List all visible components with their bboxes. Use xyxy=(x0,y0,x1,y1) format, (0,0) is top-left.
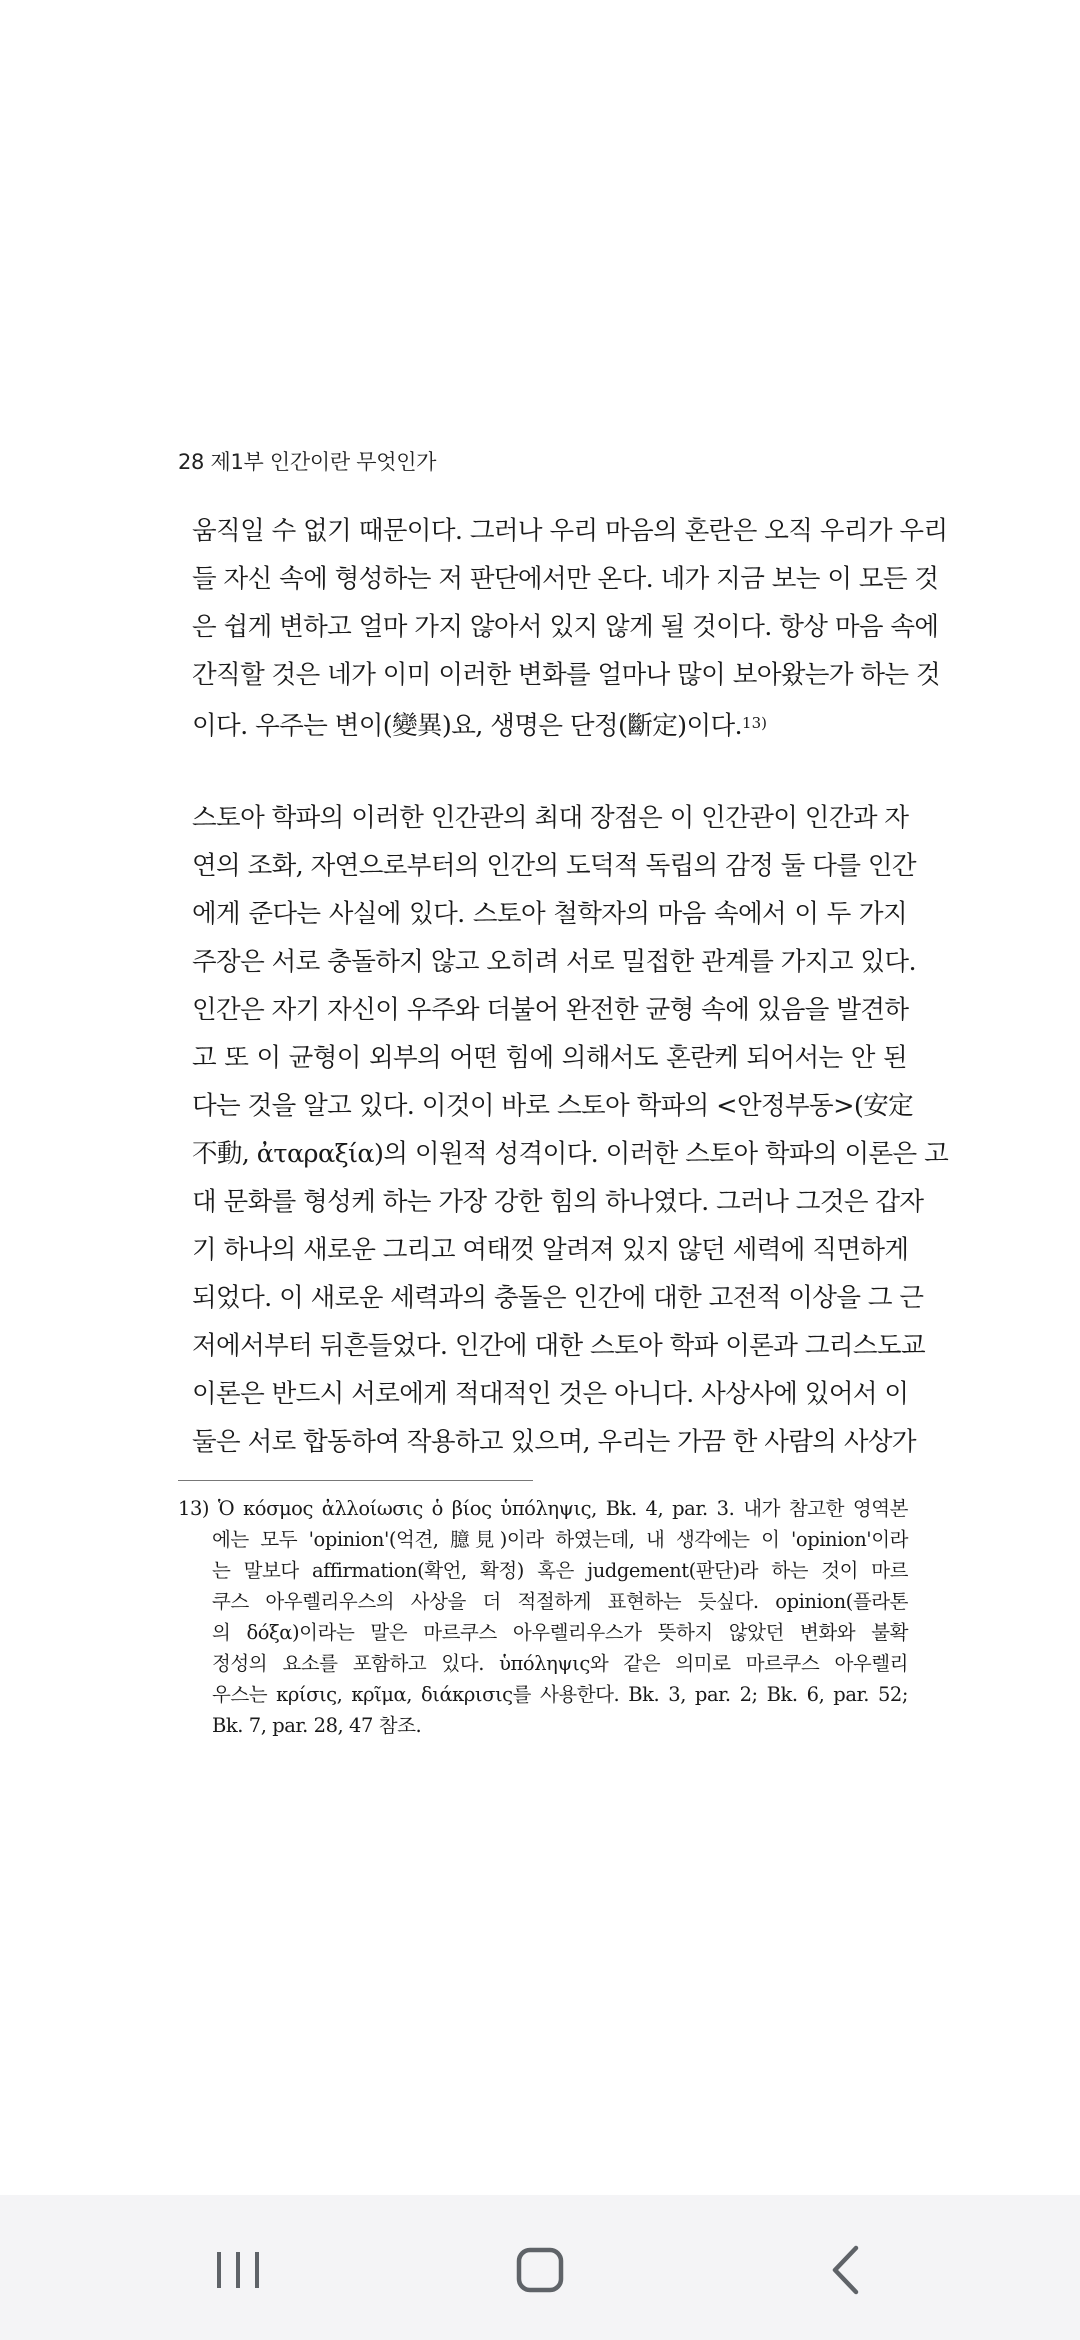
paragraph-line: 둘은 서로 합동하여 작용하고 있으며, 우리는 가끔 한 사람의 사상가 xyxy=(192,1427,916,1457)
recents-button[interactable] xyxy=(198,2235,278,2305)
back-icon xyxy=(805,2235,885,2305)
paragraph-line: 스토아 학파의 이러한 인간관의 최대 장점은 이 인간관이 인간과 자 xyxy=(192,803,909,833)
footnote-line: 우스는 κρίσις, κρῖμα, διάκρισις를 사용한다. Bk. 3, par. 2; Bk. 6, par. 52; xyxy=(212,1683,908,1706)
paragraph-line: 不動, ἀταραξία)의 이원적 성격이다. 이러한 스토아 학파의 이론은 고 xyxy=(192,1139,949,1169)
footnote-13 xyxy=(178,1493,908,1741)
footnote-line: 에는 모두 'opinion'(억견, 臆見)이라 하였는데, 내 생각에는 이 'opinion'이라 xyxy=(212,1528,908,1551)
quote-line: 간직할 것은 네가 이미 이러한 변화를 얼마나 많이 보아왔는가 하는 것 xyxy=(192,660,940,690)
footnote-line: Bk. 7, par. 28, 47 참조. xyxy=(212,1714,422,1737)
footnote-reference[interactable]: 13) xyxy=(742,714,767,732)
paragraph-line: 연의 조화, 자연으로부터의 인간의 도덕적 독립의 감정 둘 다를 인간 xyxy=(192,851,916,881)
footnote-line: 는 말보다 affirmation(확언, 확정) 혹은 judgement(판단)라 하는 것이 마르 xyxy=(212,1559,908,1582)
quote-line-last xyxy=(192,699,907,747)
running-head: 28 제1부 인간이란 무엇인가 xyxy=(178,450,437,474)
footnote-divider xyxy=(178,1480,533,1481)
paragraph-line: 기 하나의 새로운 그리고 여태껏 알려져 있지 않던 세력에 직면하게 xyxy=(192,1235,909,1265)
footnote-line: 정성의 요소를 포함하고 있다. ὑπόληψις와 같은 의미로 마르쿠스 아우렐리 xyxy=(212,1652,908,1675)
paragraph-line: 이론은 반드시 서로에게 적대적인 것은 아니다. 사상사에 있어서 이 xyxy=(192,1379,909,1409)
quote-line: 은 쉽게 변하고 얼마 가지 않아서 있지 않게 될 것이다. 항상 마음 속에 xyxy=(192,612,939,642)
body-paragraph xyxy=(192,794,949,1466)
footnote-line: 쿠스 아우렐리우스의 사상을 더 적절하게 표현하는 듯싶다. opinion(플라톤 xyxy=(212,1590,908,1613)
paragraph-line: 대 문화를 형성케 하는 가장 강한 힘의 하나였다. 그러나 그것은 갑자 xyxy=(192,1187,924,1217)
footnote-line: 13) Ὁ κόσμος ἀλλοίωσις ὁ βίος ὑπόληψις, Bk. 4, par. 3. 내가 참고한 영역본 xyxy=(178,1497,908,1520)
quote-line: 움직일 수 없기 때문이다. 그러나 우리 마음의 혼란은 오직 우리가 우리 xyxy=(192,516,948,546)
footnote-line: 의 δόξα)이라는 말은 마르쿠스 아우렐리우스가 뜻하지 않았던 변화와 불확 xyxy=(212,1621,908,1644)
quote-line-text: 이다. 우주는 변이(變異)요, 생명은 단정(斷定)이다. xyxy=(192,711,743,741)
paragraph-line: 에게 준다는 사실에 있다. 스토아 철학자의 마음 속에서 이 두 가지 xyxy=(192,899,907,929)
paragraph-line: 주장은 서로 충돌하지 않고 오히려 서로 밀접한 관계를 가지고 있다. xyxy=(192,947,916,977)
recents-icon xyxy=(198,2235,278,2305)
quote-block xyxy=(192,507,948,747)
home-icon xyxy=(500,2235,580,2305)
paragraph-line: 저에서부터 뒤흔들었다. 인간에 대한 스토아 학파 이론과 그리스도교 xyxy=(192,1331,925,1361)
system-navigation-bar xyxy=(0,2195,1080,2340)
back-button[interactable] xyxy=(805,2235,885,2305)
paragraph-line: 다는 것을 알고 있다. 이것이 바로 스토아 학파의 <안정부동>(安定 xyxy=(192,1091,913,1121)
paragraph-line: 인간은 자기 자신이 우주와 더불어 완전한 균형 속에 있음을 발견하 xyxy=(192,995,909,1025)
home-button[interactable] xyxy=(500,2235,580,2305)
paragraph-line: 되었다. 이 새로운 세력과의 충돌은 인간에 대한 고전적 이상을 그 근 xyxy=(192,1283,924,1313)
quote-line: 들 자신 속에 형성하는 저 판단에서만 온다. 네가 지금 보는 이 모든 것 xyxy=(192,564,939,594)
paragraph-line: 고 또 이 균형이 외부의 어떤 힘에 의해서도 혼란케 되어서는 안 된 xyxy=(192,1043,907,1073)
